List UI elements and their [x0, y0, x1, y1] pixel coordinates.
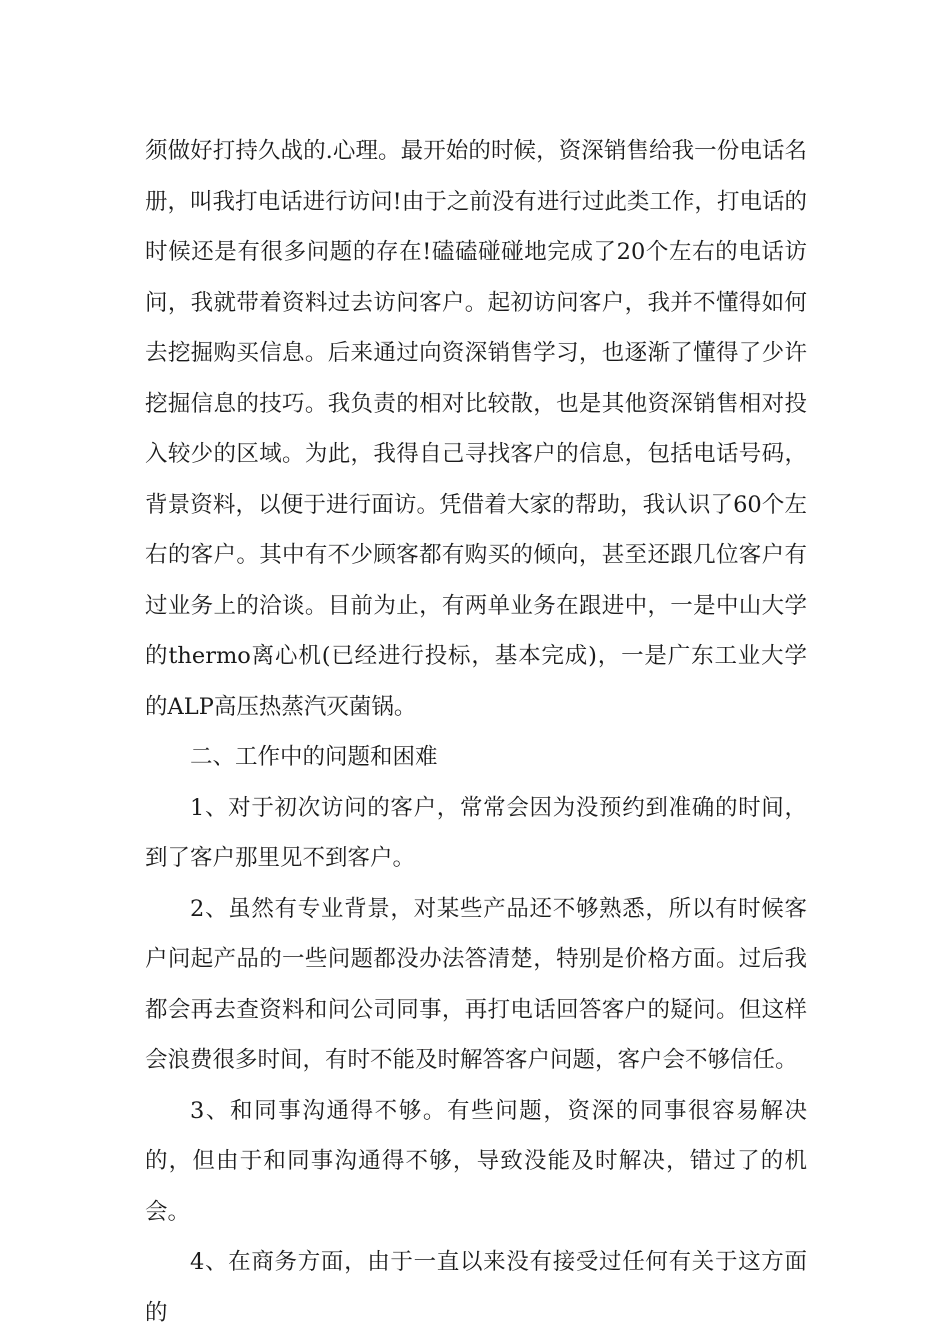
paragraph-problem-1: 1、对于初次访问的客户，常常会因为没预约到准确的时间，到了客户那里见不到客户。 — [145, 794, 807, 871]
document-body — [145, 126, 807, 1338]
paragraph-problem-4: 4、在商务方面，由于一直以来没有接受过任何有关于这方面的 — [145, 1249, 807, 1326]
paragraph-work-progress: 须做好打持久战的.心理。最开始的时候，资深销售给我一份电话名册，叫我打电话进行访问!由于之前没有进行过此类工作，打电话的时候还是有很多问题的存在!磕磕碰碰地完成了20个左右的电话访问，我就带着资料过去访问客户。起初访问客户，我并不懂得如何去挖掘购买信息。后来通过向资深销售学习，也逐渐了懂得了少许挖掘信息的技巧。我负责的相对比较散，也是其他资深销售相对投入较少的区域。为此，我得自己寻找客户的信息，包括电话号码，背景资料，以便于进行面访。凭借着大家的帮助，我认识了60个左右的客户。其中有不少顾客都有购买的倾向，甚至还跟几位客户有过业务上的洽谈。目前为止，有两单业务在跟进中，一是中山大学的thermo离心机(已经进行投标，基本完成)，一是广东工业大学的ALP高压热蒸汽灭菌锅。 — [145, 138, 807, 720]
section-heading-problems: 二、工作中的问题和困难 — [190, 744, 438, 770]
paragraph-problem-2: 2、虽然有专业背景，对某些产品还不够熟悉，所以有时候客户问起产品的一些问题都没办法答清楚，特别是价格方面。过后我都会再去查资料和问公司同事，再打电话回答客户的疑问。但这样会浪费很多时间，有时不能及时解答客户问题，客户会不够信任。 — [145, 895, 807, 1073]
paragraph-problem-3: 3、和同事沟通得不够。有些问题，资深的同事很容易解决的，但由于和同事沟通得不够，导致没能及时解决，错过了的机会。 — [145, 1097, 807, 1225]
